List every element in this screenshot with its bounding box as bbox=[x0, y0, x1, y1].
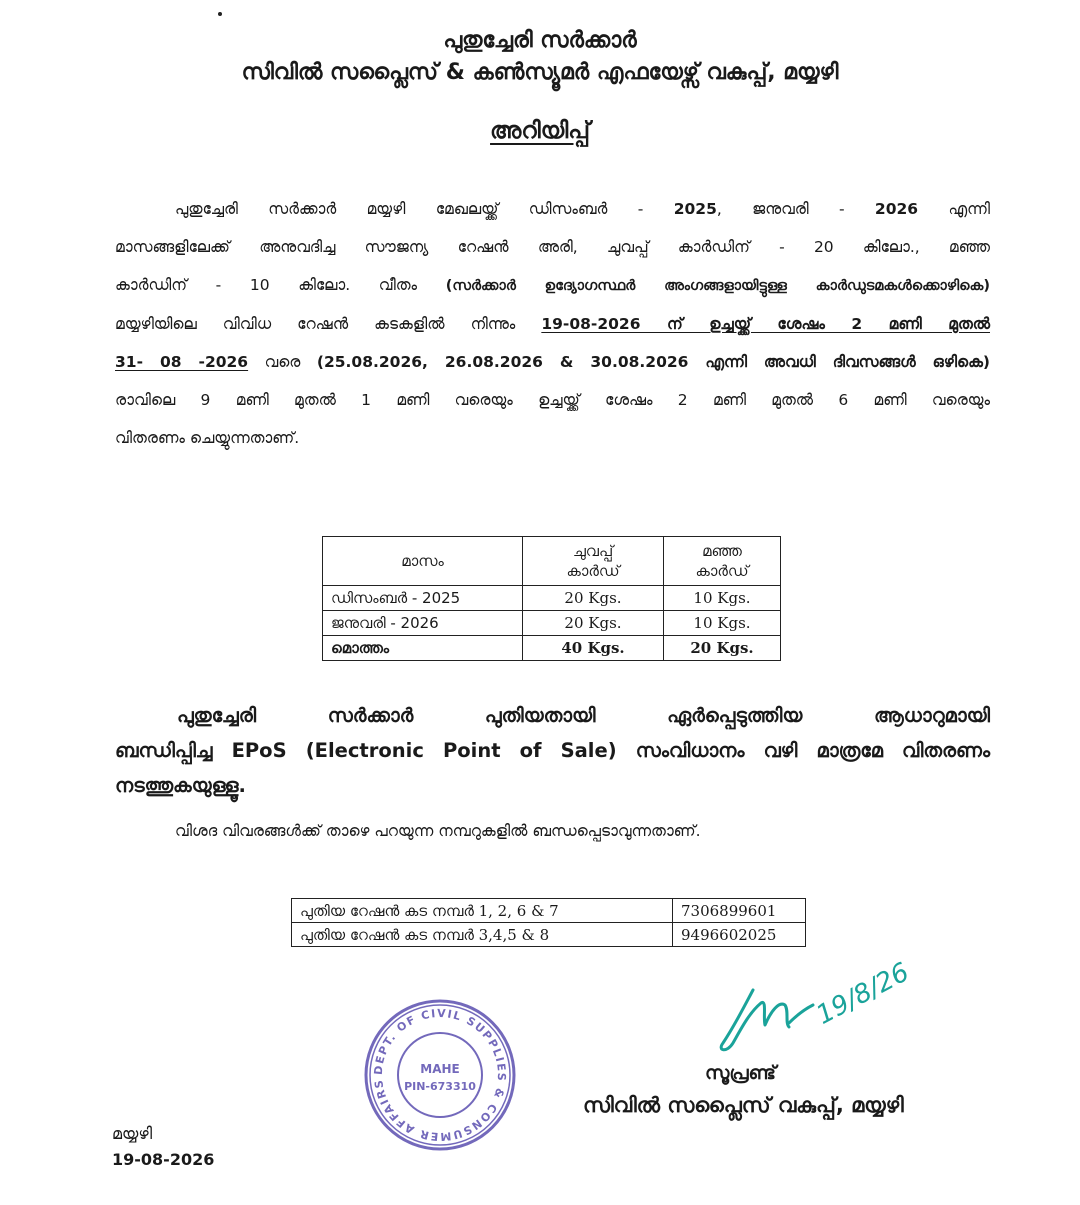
header-month: മാസം bbox=[323, 537, 523, 586]
notice-paragraph bbox=[115, 190, 990, 457]
svg-text:DEPT. OF CIVIL SUPPLIES & CONS: DEPT. OF CIVIL SUPPLIES & CONSUMER AFFAIRS bbox=[371, 1006, 509, 1144]
table-total-row bbox=[323, 636, 781, 661]
epos-line-1: പുതുച്ചേരി സർക്കാർ പുതിയതായി ഏർപ്പെടുത്തിയ ആധാറുമായി bbox=[177, 704, 990, 727]
svg-text:19/8/26: 19/8/26 bbox=[811, 957, 915, 1031]
office-seal-stamp bbox=[360, 995, 520, 1155]
signatory-dept: സിവിൽ സപ്ലൈസ് വകുപ്പ്, മയ്യഴി bbox=[583, 1093, 904, 1117]
total-label-cell: മൊത്തം bbox=[323, 636, 523, 661]
speck bbox=[218, 12, 222, 16]
header-dept: സിവിൽ സപ്ലൈസ് & കൺസ്യൂമർ എഫയേഴ്സ് വകുപ്പ്, മയ്യഴി bbox=[241, 60, 839, 85]
header-yellow-card: മഞ്ഞ കാർഡ് bbox=[664, 537, 781, 586]
red-qty-cell: 20 Kgs. bbox=[523, 611, 664, 636]
table-header-row bbox=[323, 537, 781, 586]
yellow-qty-cell: 10 Kgs. bbox=[664, 611, 781, 636]
table-row bbox=[292, 923, 806, 947]
phone-cell: 7306899601 bbox=[673, 899, 806, 923]
date: 19-08-2026 bbox=[112, 1150, 215, 1169]
para-line-6: രാവിലെ 9 മണി മുതൽ 1 മണി വരെയും ഉച്ചയ്ക്ക് ശേഷം 2 മണി മുതൽ 6 മണി വരെയും bbox=[115, 391, 990, 409]
para-line-3: കാർഡിന് - 10 കിലോ. വീതം (സർക്കാർ ഉദ്യോഗസ്ഥർ അംഗങ്ങളായിട്ടുള്ള കാർഡുടമകൾക്കൊഴികെ) bbox=[115, 276, 990, 294]
signatory-title: സൂപ്രണ്ട് bbox=[705, 1062, 776, 1084]
para-line-4: മയ്യഴിയിലെ വിവിധ റേഷൻ കടകളിൽ നിന്നും 19-08-2026 ന് ഉച്ചയ്ക്ക് ശേഷം 2 മണി മുതൽ bbox=[115, 315, 990, 333]
contact-note: വിശദ വിവരങ്ങൾക്ക് താഴെ പറയുന്ന നമ്പറുകളിൽ ബന്ധപ്പെടാവുന്നതാണ്. bbox=[175, 822, 701, 840]
table-row bbox=[292, 899, 806, 923]
epos-line-3: നടത്തുകയുള്ളൂ. bbox=[115, 774, 246, 797]
month-cell: ഡിസംബർ - 2025 bbox=[323, 586, 523, 611]
place: മയ്യഴി bbox=[112, 1124, 153, 1143]
shop-label-cell: പുതിയ റേഷൻ കട നമ്പർ 3,4,5 & 8 bbox=[292, 923, 673, 947]
table-row bbox=[323, 611, 781, 636]
epos-paragraph bbox=[115, 698, 990, 803]
ration-table bbox=[322, 536, 781, 661]
total-red-cell: 40 Kgs. bbox=[523, 636, 664, 661]
para-line-2: മാസങ്ങളിലേക്ക് അനുവദിച്ച സൗജന്യ റേഷൻ അരി, ചുവപ്പ് കാർഡിന് - 20 കിലോ., മഞ്ഞ bbox=[115, 238, 990, 256]
signature bbox=[705, 957, 915, 1065]
header-red-card: ചുവപ്പ് കാർഡ് bbox=[523, 537, 664, 586]
para-line-5: 31- 08 -2026 വരെ (25.08.2026, 26.08.2026 & 30.08.2026 എന്നി അവധി ദിവസങ്ങൾ ഒഴികെ) bbox=[115, 353, 990, 371]
header-govt: പുതുച്ചേരി സർക്കാർ bbox=[443, 28, 637, 53]
notice-title: അറിയിപ്പ് bbox=[490, 118, 590, 144]
phone-cell: 9496602025 bbox=[673, 923, 806, 947]
shop-label-cell: പുതിയ റേഷൻ കട നമ്പർ 1, 2, 6 & 7 bbox=[292, 899, 673, 923]
month-cell: ജനുവരി - 2026 bbox=[323, 611, 523, 636]
contact-table bbox=[291, 898, 806, 947]
para-line-7: വിതരണം ചെയ്യുന്നതാണ്. bbox=[115, 429, 300, 447]
table-row bbox=[323, 586, 781, 611]
total-yellow-cell: 20 Kgs. bbox=[664, 636, 781, 661]
svg-text:PIN-673310: PIN-673310 bbox=[404, 1080, 476, 1093]
epos-line-2: ബന്ധിപ്പിച്ച EPoS (Electronic Point of Sale) സംവിധാനം വഴി മാത്രമേ വിതരണം bbox=[115, 739, 990, 762]
para-line-1: പുതുച്ചേരി സർക്കാർ മയ്യഴി മേഖലയ്ക്ക് ഡിസംബർ - 2025, ജനുവരി - 2026 എന്നി bbox=[175, 200, 990, 218]
yellow-qty-cell: 10 Kgs. bbox=[664, 586, 781, 611]
red-qty-cell: 20 Kgs. bbox=[523, 586, 664, 611]
svg-text:MAHE: MAHE bbox=[420, 1062, 460, 1076]
